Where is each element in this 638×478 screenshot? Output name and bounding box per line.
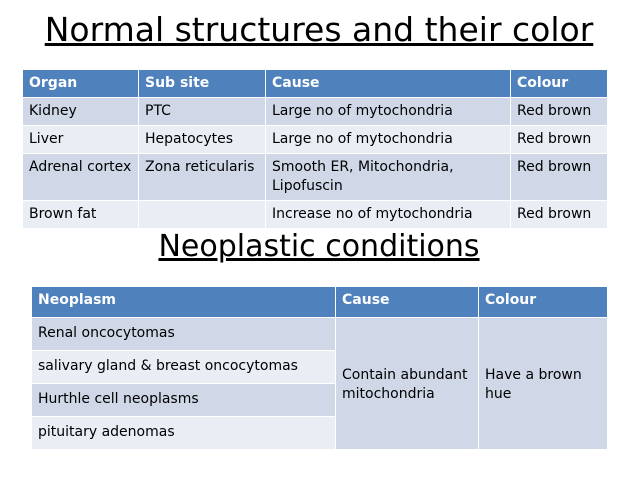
slide-title: Normal structures and their color (44, 10, 594, 49)
neoplastic-conditions-table (31, 286, 608, 450)
cell-neoplasm: Hurthle cell neoplasms (32, 384, 336, 417)
header-cause: Cause (266, 70, 511, 98)
header-neoplasm: Neoplasm (32, 287, 336, 318)
cell-cause: Smooth ER, Mitochondria, Lipofuscin (266, 154, 511, 201)
table-row (23, 126, 608, 154)
cell-organ: Brown fat (23, 201, 139, 229)
cell-organ: Kidney (23, 98, 139, 126)
cell-colour: Red brown (511, 98, 608, 126)
cell-cause: Contain abundant mitochondria (336, 318, 479, 450)
table-row (23, 201, 608, 229)
header-colour: Colour (479, 287, 608, 318)
cell-sub-site (139, 201, 266, 229)
cell-colour: Have a brown hue (479, 318, 608, 450)
cell-sub-site: Zona reticularis (139, 154, 266, 201)
header-sub-site: Sub site (139, 70, 266, 98)
table-header-row (23, 70, 608, 98)
cell-organ: Liver (23, 126, 139, 154)
cell-sub-site: PTC (139, 98, 266, 126)
header-cause: Cause (336, 287, 479, 318)
table-row (23, 154, 608, 201)
header-organ: Organ (23, 70, 139, 98)
section-title: Neoplastic conditions (158, 229, 480, 264)
cell-neoplasm: pituitary adenomas (32, 417, 336, 450)
cell-colour: Red brown (511, 201, 608, 229)
cell-colour: Red brown (511, 154, 608, 201)
cell-colour: Red brown (511, 126, 608, 154)
header-colour: Colour (511, 70, 608, 98)
cell-organ: Adrenal cortex (23, 154, 139, 201)
normal-structures-table (22, 69, 608, 229)
cell-sub-site: Hepatocytes (139, 126, 266, 154)
table-header-row (32, 287, 608, 318)
cell-neoplasm: salivary gland & breast oncocytomas (32, 351, 336, 384)
cell-cause: Large no of mytochondria (266, 98, 511, 126)
cell-cause: Large no of mytochondria (266, 126, 511, 154)
cell-neoplasm: Renal oncocytomas (32, 318, 336, 351)
cell-cause: Increase no of mytochondria (266, 201, 511, 229)
table-row (23, 98, 608, 126)
table-row (32, 318, 608, 351)
